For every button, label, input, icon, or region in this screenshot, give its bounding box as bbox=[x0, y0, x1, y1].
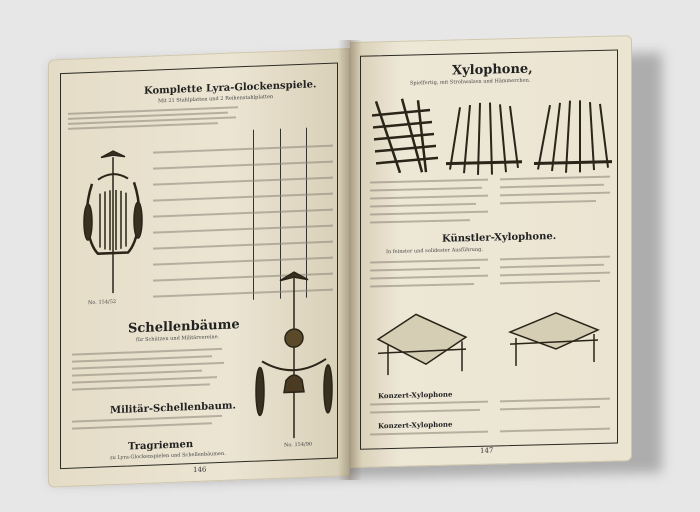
schellenbaume-subtitle: für Schützen und Militärvereine. bbox=[136, 334, 220, 344]
tragriemen-subtitle: zu Lyra-Glockenspielen und Schellenbäumen. bbox=[110, 450, 226, 462]
tragriemen-title: Tragriemen bbox=[128, 439, 194, 453]
konzert-xylophone-heading-2: Konzert-Xylophone bbox=[378, 419, 453, 431]
left-page-number: 146 bbox=[193, 465, 207, 475]
figure-caption: No. 154/90 bbox=[284, 441, 313, 449]
figure-caption: No. 154/52 bbox=[88, 298, 117, 307]
schellenbaume-title: Schellenbäume bbox=[128, 317, 240, 337]
left-page bbox=[48, 48, 350, 488]
konzert-xylophone-heading-1: Konzert-Xylophone bbox=[378, 389, 453, 401]
kunstler-title: Künstler-Xylophone. bbox=[442, 230, 557, 245]
kunstler-subtitle: In feinster und solidester Ausführung. bbox=[386, 246, 483, 256]
right-page-number: 147 bbox=[480, 446, 494, 455]
schellenbaum-figure bbox=[254, 267, 334, 440]
kunstler-xylophone-figures bbox=[366, 303, 626, 389]
xylophone-title: Xylophone, bbox=[452, 61, 533, 79]
left-page-title: Komplette Lyra-Glockenspiele. bbox=[144, 79, 317, 97]
book-spine bbox=[338, 40, 362, 480]
xylophone-figures bbox=[360, 85, 620, 171]
militar-title: Militär-Schellenbaum. bbox=[110, 400, 236, 417]
lyra-glockenspiel-figure bbox=[78, 142, 148, 295]
right-page bbox=[350, 35, 632, 468]
xylophone-subtitle: Spielfertig, mit Strohwalzen und Hämmerchen. bbox=[410, 77, 531, 87]
left-page-subtitle: Mit 21 Stahlplatten und 2 Reihenstahlplatten bbox=[158, 93, 274, 105]
